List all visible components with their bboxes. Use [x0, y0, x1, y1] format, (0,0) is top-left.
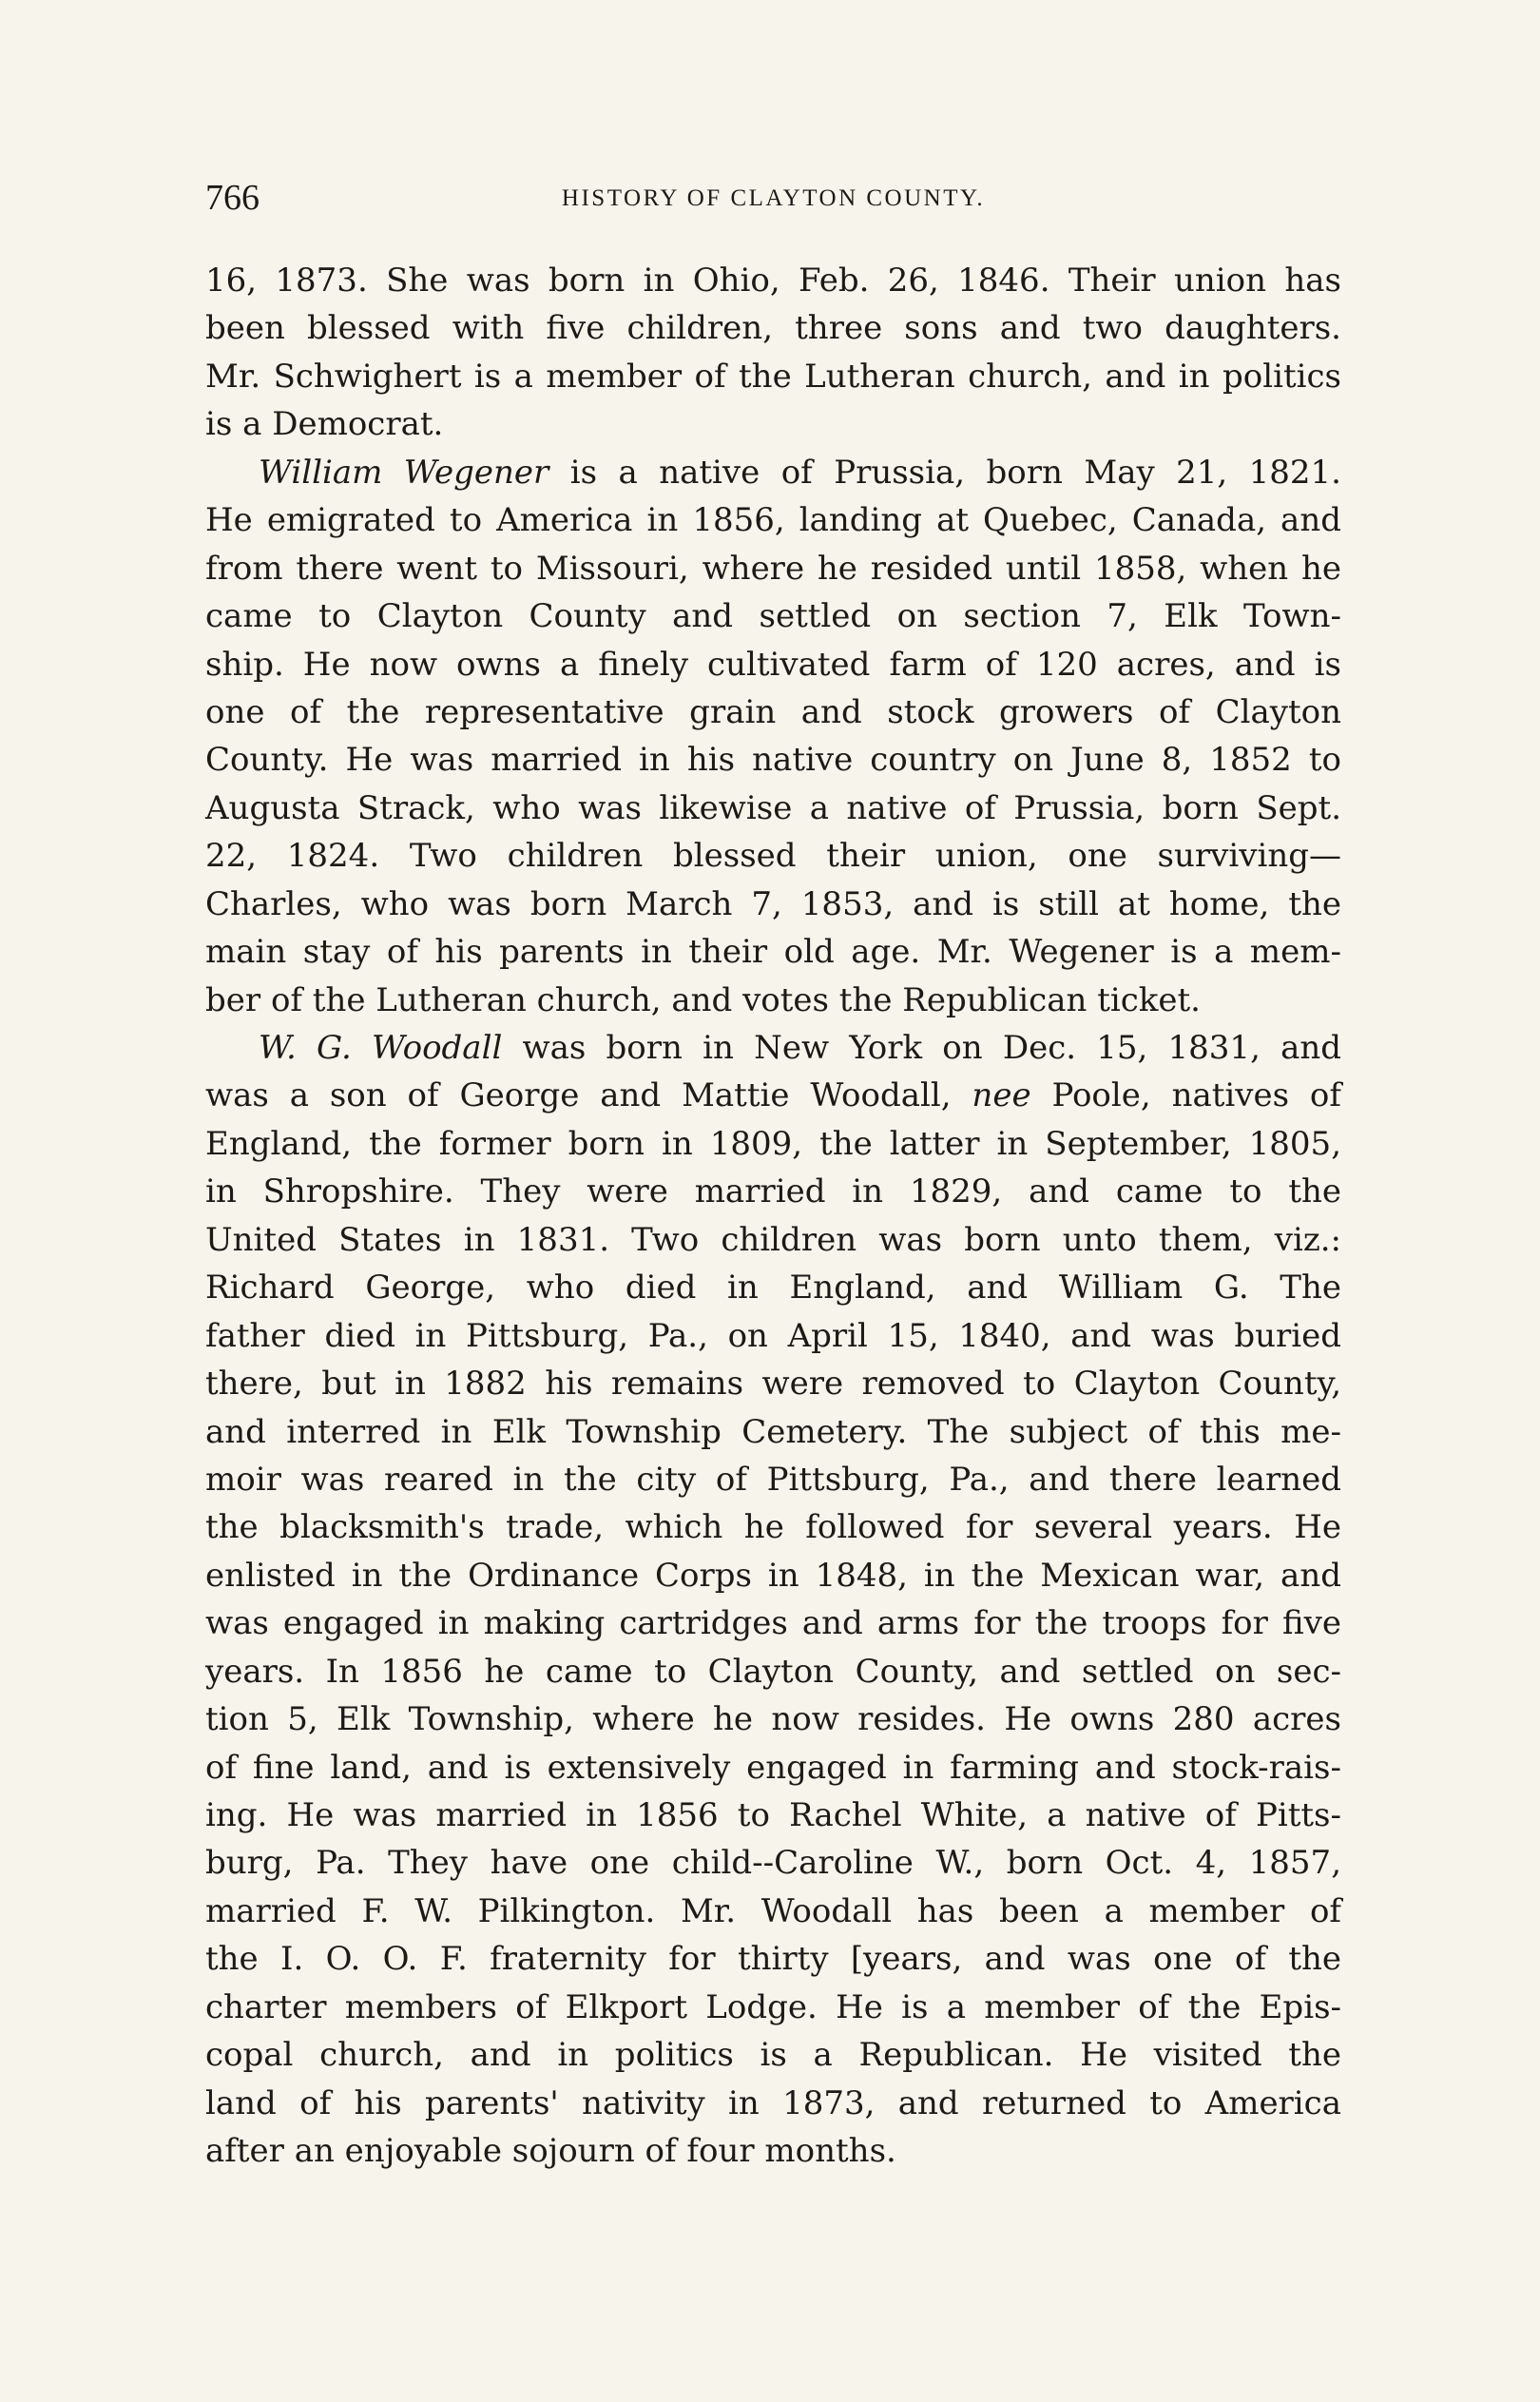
line-text: 16, 1873. She was born in Ohio, Feb. 26, 1846. Their union has — [205, 262, 1341, 300]
line-text: after an enjoyable sojourn of four months. — [205, 2132, 896, 2171]
text-line — [205, 736, 1341, 784]
line-text: years. In 1856 he came to Clayton County, and settled on sec- — [205, 1652, 1341, 1691]
text-line — [205, 1695, 1341, 1743]
text-line — [205, 496, 1341, 544]
text-line — [205, 1024, 1341, 1072]
text-line — [205, 785, 1341, 832]
text-line — [205, 400, 1341, 448]
line-text: was born in New York on Dec. 15, 1831, and — [502, 1029, 1342, 1067]
line-text: in Shropshire. They were married in 1829, and came to the — [205, 1172, 1341, 1211]
text-line — [205, 1360, 1341, 1407]
text-line — [205, 1503, 1341, 1551]
subject-name: W. G. Woodall — [259, 1029, 503, 1067]
line-text: ber of the Lutheran church, and votes the Republican ticket. — [205, 980, 1201, 1019]
line-text: moir was reared in the city of Pittsburg, Pa., and there learned — [205, 1460, 1341, 1499]
line-text: was engaged in making cartridges and arms for the troops for five — [205, 1604, 1341, 1643]
text-line — [205, 257, 1341, 304]
text-line — [205, 1599, 1341, 1647]
line-text: Mr. Schwighert is a member of the Lutheran church, and in politics — [205, 357, 1341, 396]
line-text: from there went to Missouri, where he resided until 1858, when he — [205, 549, 1341, 588]
text-line — [205, 2031, 1341, 2079]
line-text: and interred in Elk Township Cemetery. The subject of this me- — [205, 1412, 1341, 1451]
text-line — [205, 1168, 1341, 1215]
line-text: ing. He was married in 1856 to Rachel White, a native of Pitts- — [205, 1796, 1341, 1834]
line-text: been blessed with five children, three sons and two daughters. — [205, 309, 1341, 348]
text-line — [205, 1072, 1341, 1119]
line-text: burg, Pa. They have one child--Caroline W., born Oct. 4, 1857, — [205, 1844, 1341, 1883]
line-text: married F. W. Pilkington. Mr. Woodall has been a member of — [205, 1891, 1341, 1930]
line-text: Richard George, who died in England, and William G. The — [205, 1269, 1341, 1308]
text-line — [205, 449, 1341, 496]
text-line — [205, 1552, 1341, 1599]
text-line — [205, 1456, 1341, 1503]
text-line — [205, 1935, 1341, 1983]
line-text: main stay of his parents in their old age. Mr. Wegener is a mem- — [205, 933, 1341, 972]
line-text: copal church, and in politics is a Republican. He visited the — [205, 2036, 1341, 2075]
line-text: 22, 1824. Two children blessed their union, one surviving— — [205, 837, 1341, 876]
line-text: ship. He now owns a finely cultivated farm of 120 acres, and is — [205, 645, 1341, 684]
line-text: charter members of Elkport Lodge. He is a member of the Epis- — [205, 1987, 1341, 2026]
line-text: one of the representative grain and stock growers of Clayton — [205, 692, 1341, 731]
line-text: Augusta Strack, who was likewise a native of Prussia, born Sept. — [205, 788, 1341, 827]
page-number: 766 — [205, 178, 260, 218]
line-text: Charles, who was born March 7, 1853, and is still at home, the — [205, 884, 1341, 923]
text-line — [205, 881, 1341, 928]
text-line — [205, 592, 1341, 640]
line-text: is a Democrat. — [205, 405, 444, 444]
line-text: is a native of Prussia, born May 21, 1821. — [549, 453, 1341, 492]
line-text: tion 5, Elk Township, where he now resides. He owns 280 acres — [205, 1700, 1341, 1739]
text-line — [205, 1792, 1341, 1839]
line-text: the I. O. O. F. fraternity for thirty [years, and was one of the — [205, 1940, 1341, 1979]
line-text: England, the former born in 1809, the latter in September, 1805, — [205, 1124, 1341, 1163]
body-text — [205, 257, 1341, 2176]
line-text: father died in Pittsburg, Pa., on April 15, 1840, and was buried — [205, 1316, 1341, 1355]
line-text: Poole, natives of — [1030, 1076, 1341, 1115]
text-line — [205, 1888, 1341, 1935]
line-text: He emigrated to America in 1856, landing at Quebec, Canada, and — [205, 501, 1341, 540]
text-line — [205, 1984, 1341, 2031]
text-line — [205, 1744, 1341, 1792]
text-line — [205, 1216, 1341, 1264]
text-line — [205, 1839, 1341, 1887]
text-line — [205, 977, 1341, 1024]
text-line — [205, 1312, 1341, 1360]
line-text: came to Clayton County and settled on section 7, Elk Town- — [205, 597, 1341, 636]
text-line — [205, 2127, 1341, 2175]
text-line — [205, 688, 1341, 736]
line-text: there, but in 1882 his remains were removed to Clayton County, — [205, 1365, 1341, 1404]
text-line — [205, 2080, 1341, 2127]
text-line — [205, 641, 1341, 688]
line-text: was a son of George and Mattie Woodall, — [205, 1076, 972, 1115]
line-text: United States in 1831. Two children was born unto them, viz.: — [205, 1220, 1341, 1259]
text-line — [205, 1264, 1341, 1311]
page-header — [205, 179, 1341, 217]
text-line — [205, 1648, 1341, 1695]
text-line — [205, 1120, 1341, 1168]
line-text: County. He was married in his native country on June 8, 1852 to — [205, 741, 1341, 780]
text-line — [205, 304, 1341, 352]
subject-name: William Wegener — [259, 453, 549, 492]
text-line — [205, 353, 1341, 400]
text-line — [205, 545, 1341, 592]
text-line — [205, 1408, 1341, 1456]
text-line — [205, 928, 1341, 976]
running-head: HISTORY OF CLAYTON COUNTY. — [561, 185, 986, 211]
italic-term: nee — [972, 1076, 1031, 1115]
text-line — [205, 832, 1341, 880]
line-text: land of his parents' nativity in 1873, and returned to America — [205, 2083, 1341, 2122]
line-text: the blacksmith's trade, which he followed for several years. He — [205, 1508, 1341, 1547]
line-text: of fine land, and is extensively engaged in farming and stock-rais- — [205, 1748, 1341, 1787]
line-text: enlisted in the Ordinance Corps in 1848, in the Mexican war, and — [205, 1556, 1341, 1595]
